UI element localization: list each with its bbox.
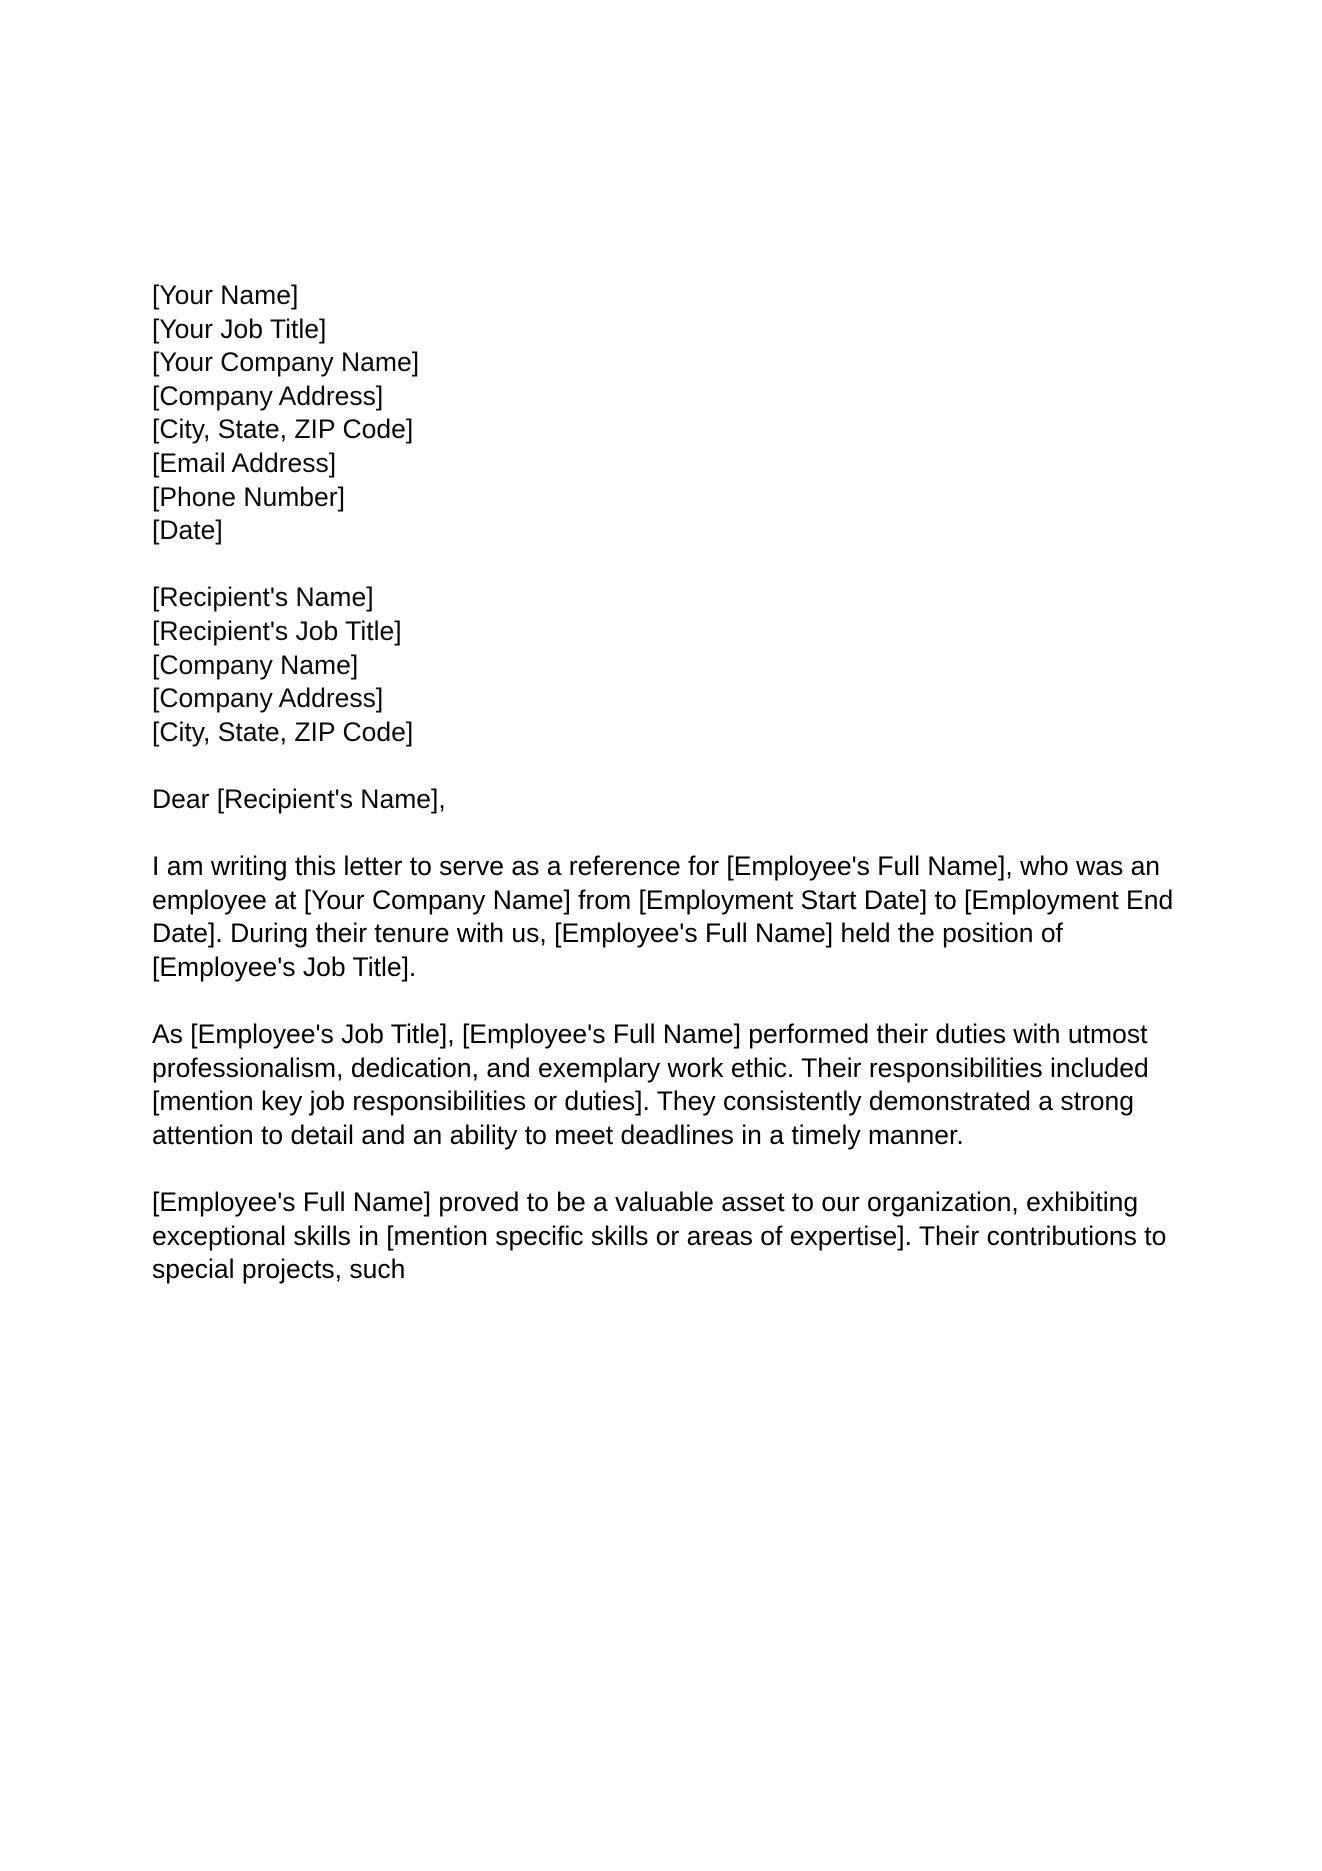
body-paragraph-2: As [Employee's Job Title], [Employee's Full Name] performed their duties with utmost professionalism, dedication, and exemplary work ethic. Their responsibilities included [mention key job responsibilities or duties]. They consistently demonstrated a strong attention to detail and an ability to meet deadlines in a timely manner. <box>152 1019 1149 1150</box>
spacer-after-recipient-block <box>152 749 1178 783</box>
spacer-after-paragraph-1 <box>152 984 1178 1018</box>
recipient-line-job-title: [Recipient's Job Title] <box>152 615 402 646</box>
recipient-line-company-name: [Company Name] <box>152 649 359 680</box>
sender-line-date: [Date] <box>152 515 223 546</box>
sender-line-company-address: [Company Address] <box>152 380 384 411</box>
recipient-address-block <box>152 581 1178 749</box>
spacer-after-paragraph-2 <box>152 1152 1178 1186</box>
body-paragraph-3: [Employee's Full Name] proved to be a valuable asset to our organization, exhibiting exceptional skills in [mention specific skills or areas of expertise]. Their contributions to special projects, such <box>152 1187 1167 1285</box>
sender-line-job-title: [Your Job Title] <box>152 313 327 344</box>
sender-line-email: [Email Address] <box>152 447 337 478</box>
salutation: Dear [Recipient's Name], <box>152 783 446 814</box>
recipient-line-city-state-zip: [City, State, ZIP Code] <box>152 716 414 747</box>
sender-line-city-state-zip: [City, State, ZIP Code] <box>152 414 414 445</box>
recipient-line-name: [Recipient's Name] <box>152 582 374 613</box>
sender-line-name: [Your Name] <box>152 280 299 310</box>
sender-line-phone: [Phone Number] <box>152 481 345 512</box>
letter-content <box>152 279 1178 1287</box>
body-paragraph-1: I am writing this letter to serve as a reference for [Employee's Full Name], who was an employee at [Your Company Name] from [Employment Start Date] to [Employment End Date]. During their tenure with us, [Employee's Full Name] held the position of [Employee's Job Title]. <box>152 851 1174 982</box>
sender-address-block <box>152 279 1178 548</box>
spacer-after-sender-block <box>152 548 1178 582</box>
spacer-after-salutation <box>152 817 1178 851</box>
recipient-line-company-address: [Company Address] <box>152 683 384 714</box>
sender-line-company-name: [Your Company Name] <box>152 347 420 378</box>
